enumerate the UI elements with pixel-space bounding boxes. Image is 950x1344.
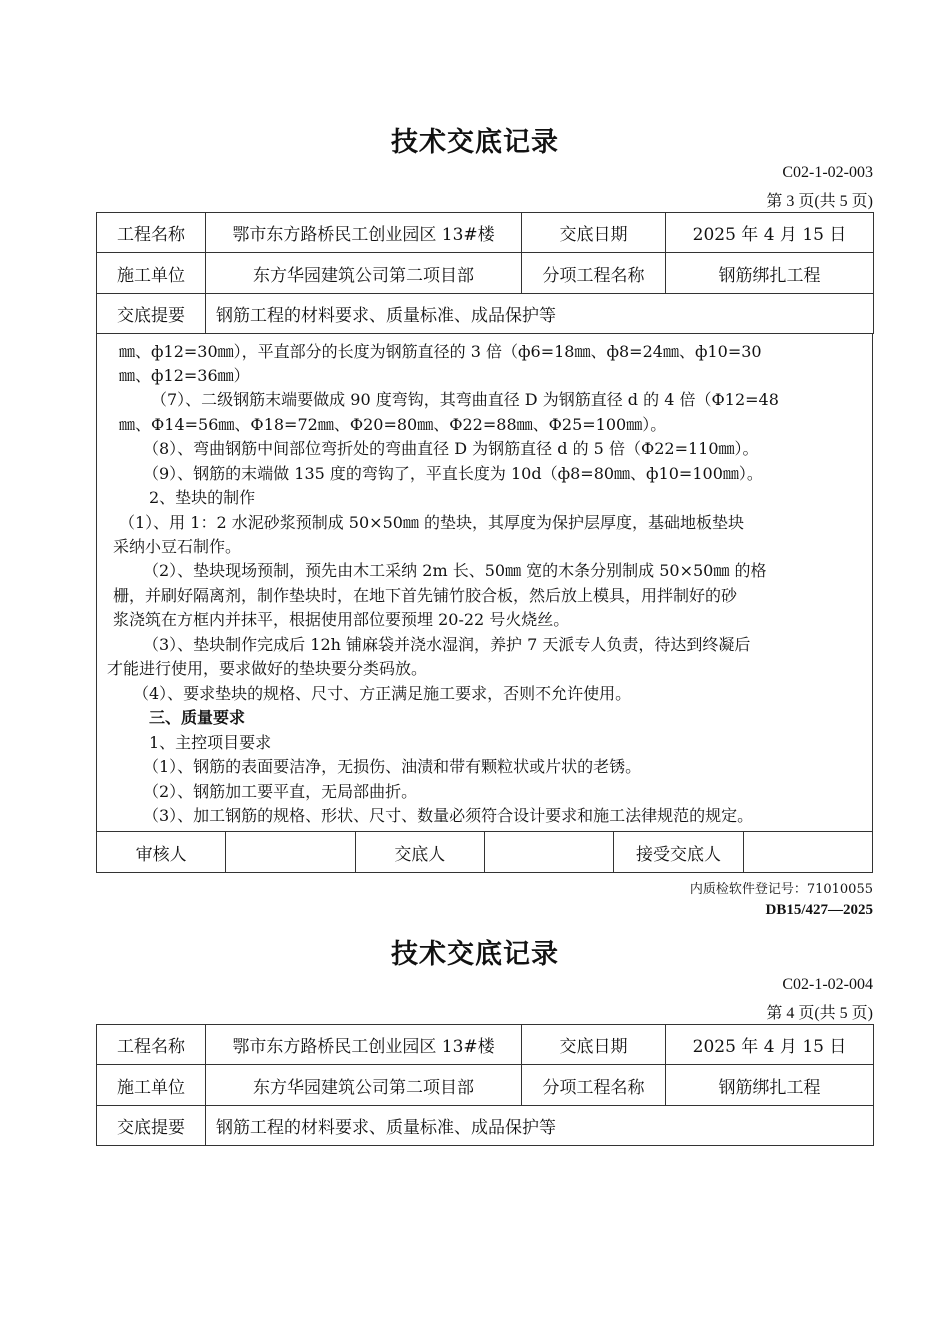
summary-label: 交底提要 bbox=[97, 294, 206, 334]
date-label: 交底日期 bbox=[522, 213, 666, 253]
table-row bbox=[97, 1065, 874, 1106]
body-line: （2）、钢筋加工要平直，无局部曲折。 bbox=[143, 782, 418, 801]
standard-number: DB15/427—2025 bbox=[765, 902, 873, 918]
page1-title: 技术交底记录 bbox=[391, 127, 559, 158]
receiver-label: 接受交底人 bbox=[614, 832, 743, 873]
page2-title: 技术交底记录 bbox=[391, 939, 559, 970]
project-name-label: 工程名称 bbox=[97, 1025, 206, 1065]
unit-label: 施工单位 bbox=[97, 253, 206, 294]
sub-project-label: 分项工程名称 bbox=[522, 1065, 666, 1106]
body-line: ㎜、ф12=30㎜），平直部分的长度为钢筋直径的 3 倍（ф6=18㎜、ф8=24㎜、ф10=30 bbox=[119, 342, 762, 361]
body-line: 采纳小豆石制作。 bbox=[113, 537, 242, 556]
date-value: 2025 年 4 月 15 日 bbox=[666, 1025, 874, 1065]
body-line: （2）、垫块现场预制，预先由木工采纳 2m 长、50㎜ 宽的木条分别制成 50×50㎜ 的格 bbox=[143, 561, 767, 580]
discloser-signature[interactable] bbox=[484, 832, 613, 873]
unit-value: 东方华园建筑公司第二项目部 bbox=[206, 253, 522, 294]
discloser-label: 交底人 bbox=[355, 832, 484, 873]
sub-project-value: 钢筋绑扎工程 bbox=[666, 253, 874, 294]
table-row bbox=[97, 294, 874, 334]
date-label: 交底日期 bbox=[522, 1025, 666, 1065]
section-heading: 三、质量要求 bbox=[149, 708, 246, 727]
project-name-label: 工程名称 bbox=[97, 213, 206, 253]
body-line: （1）、钢筋的表面要洁净，无损伤、油渍和带有颗粒状或片状的老锈。 bbox=[143, 757, 642, 776]
body-line: （4）、要求垫块的规格、尺寸、方正满足施工要求，否则不允许使用。 bbox=[133, 684, 632, 703]
page1-disclosure-body bbox=[96, 333, 873, 831]
table-row bbox=[97, 832, 873, 873]
body-line: （9）、钢筋的末端做 135 度的弯钩了，平直长度为 10d（ф8=80㎜、ф10=100㎜）。 bbox=[143, 464, 763, 483]
receiver-signature[interactable] bbox=[743, 832, 872, 873]
body-line: 浆浇筑在方框内并抹平，根据使用部位要预埋 20-22 号火烧丝。 bbox=[113, 610, 570, 629]
page2-page-info: 第 4 页(共 5 页) bbox=[766, 1005, 873, 1022]
sub-project-value: 钢筋绑扎工程 bbox=[666, 1065, 874, 1106]
body-line: ㎜、Ф14=56㎜、Ф18=72㎜、Ф20=80㎜、Ф22=88㎜、Ф25=100㎜）。 bbox=[119, 415, 667, 434]
summary-label: 交底提要 bbox=[97, 1106, 206, 1146]
unit-value: 东方华园建筑公司第二项目部 bbox=[206, 1065, 522, 1106]
page2-header-table bbox=[96, 1024, 874, 1146]
reviewer-signature[interactable] bbox=[226, 832, 355, 873]
table-row bbox=[97, 253, 874, 294]
page2-doc-code: C02-1-02-004 bbox=[782, 976, 873, 993]
date-value: 2025 年 4 月 15 日 bbox=[666, 213, 874, 253]
table-row bbox=[97, 1025, 874, 1065]
page1-signature-table bbox=[96, 831, 873, 873]
body-line: （3）、加工钢筋的规格、形状、尺寸、数量必须符合设计要求和施工法律规范的规定。 bbox=[143, 806, 754, 825]
body-line: （7）、二级钢筋末端要做成 90 度弯钩，其弯曲直径 D 为钢筋直径 d 的 4 倍（Ф12=48 bbox=[151, 390, 779, 409]
body-line: 栅，并刷好隔离剂，制作垫块时，在地下首先铺竹胶合板，然后放上模具，用拌制好的砂 bbox=[113, 586, 738, 605]
software-registration: 内质检软件登记号：71010055 bbox=[689, 882, 873, 897]
summary-value: 钢筋工程的材料要求、质量标准、成品保护等 bbox=[206, 1106, 874, 1146]
body-line: 1、主控项目要求 bbox=[149, 733, 272, 752]
table-row bbox=[97, 1106, 874, 1146]
page1-doc-code: C02-1-02-003 bbox=[782, 164, 873, 181]
page1-header-table bbox=[96, 212, 874, 334]
table-row bbox=[97, 213, 874, 253]
sub-project-label: 分项工程名称 bbox=[522, 253, 666, 294]
project-name-value: 鄂市东方路桥民工创业园区 13#楼 bbox=[206, 213, 522, 253]
body-line: 才能进行使用，要求做好的垫块要分类码放。 bbox=[107, 659, 428, 678]
page1-page-info: 第 3 页(共 5 页) bbox=[766, 193, 873, 210]
reviewer-label: 审核人 bbox=[97, 832, 226, 873]
body-line: （3）、垫块制作完成后 12h 铺麻袋并浇水湿润，养护 7 天派专人负责，待达到终凝后 bbox=[143, 635, 751, 654]
project-name-value: 鄂市东方路桥民工创业园区 13#楼 bbox=[206, 1025, 522, 1065]
unit-label: 施工单位 bbox=[97, 1065, 206, 1106]
body-line: （8）、弯曲钢筋中间部位弯折处的弯曲直径 D 为钢筋直径 d 的 5 倍（Ф22=110㎜）。 bbox=[143, 439, 759, 458]
body-line: ㎜、ф12=36㎜） bbox=[119, 366, 250, 385]
body-line: 2、垫块的制作 bbox=[149, 488, 256, 507]
body-line: （1）、用 1：2 水泥砂浆预制成 50×50㎜ 的垫块，其厚度为保护层厚度，基础地板垫块 bbox=[119, 513, 745, 532]
summary-value: 钢筋工程的材料要求、质量标准、成品保护等 bbox=[206, 294, 874, 334]
